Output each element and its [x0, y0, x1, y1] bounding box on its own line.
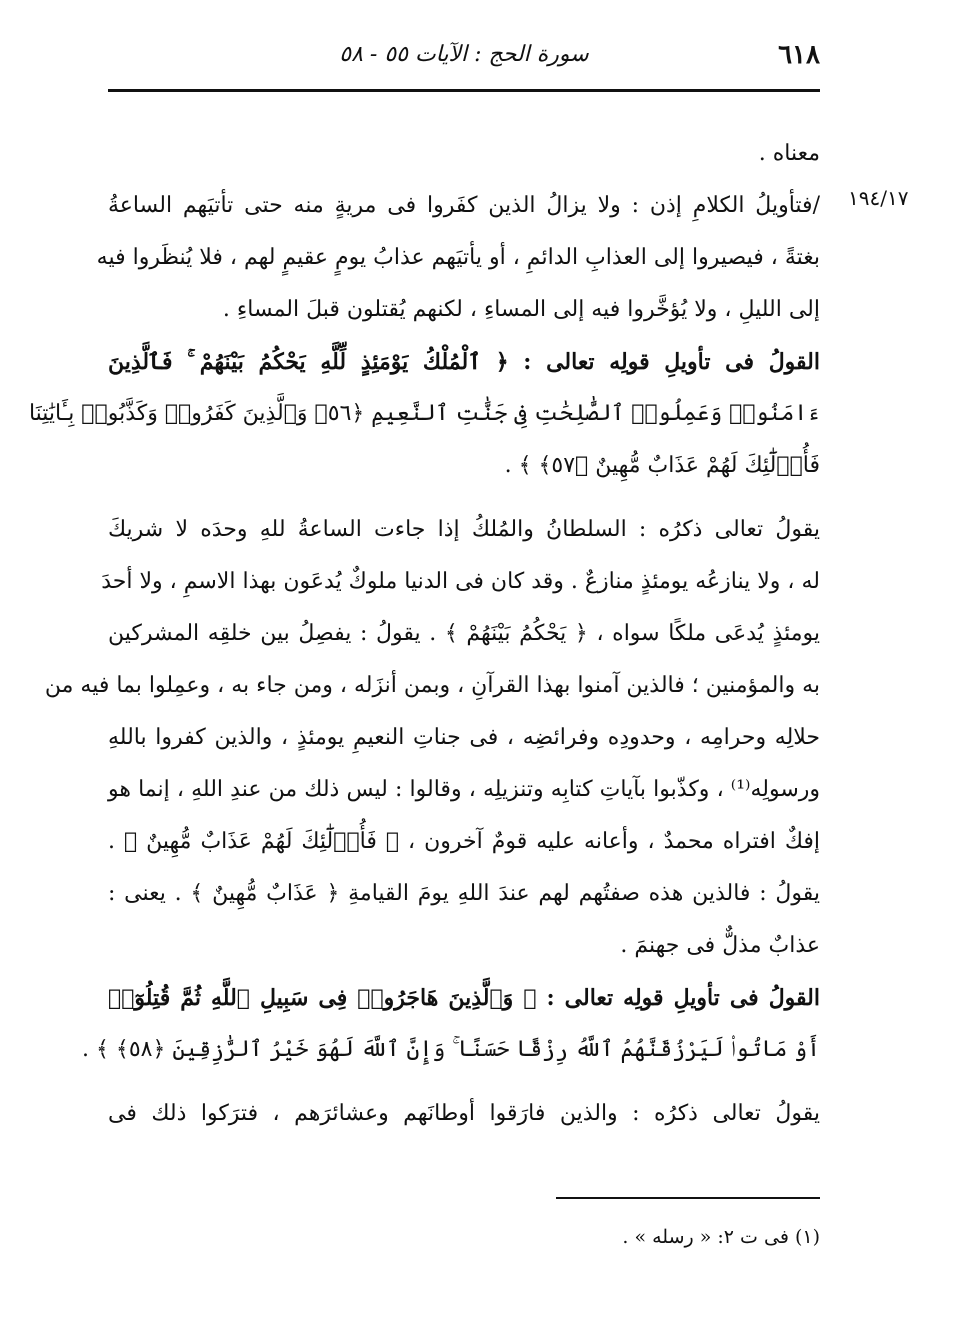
verse-line: فَأُو۟لَٰٓئِكَ لَهُمْ عَذَابٌ مُّهِينٌ ﴿٥٧﴾ ﴾ .	[504, 453, 820, 478]
text-line: إفكٌ افتراه محمدٌ ، وأعانه عليه قومٌ آخرون ، ﴿ فَأُو۟لَٰٓئِكَ لَهُمْ عَذَابٌ مُّهِينٌ ﴾ .	[108, 829, 820, 854]
text-line: إلى الليلِ ، ولا يُؤخَّروا فيه إلى المساءِ ، لكنهم يُقتلون قبلَ المساءِ .	[222, 297, 820, 322]
text-line: يومئذٍ يُدعَى ملكًا سواه ، ﴿ يَحْكُمُ بَيْنَهُمْ ﴾ . يقولُ : يفصِلُ بين خلقِه المشركين	[108, 621, 820, 646]
text-line: يقولُ : فالذين هذه صفتُهم لهم عندَ اللهِ يومَ القيامةِ ﴿ عَذَابٌ مُّهِينٌ ﴾ . يعنى :	[108, 881, 820, 906]
header-rule	[108, 89, 820, 92]
footnote: (١) فى ت ٢: « رسله » .	[622, 1226, 820, 1248]
heading-line: القولُ فى تأويلِ قولِه تعالى : ﴿ ٱلْمُلْكُ يَوْمَئِذٍ لِّلَّهِ يَحْكُمُ بَيْنَهُمْ ۚ فَٱلَّذِينَ	[108, 349, 820, 375]
text-line: /فتأويلُ الكلامِ إذن : ولا يزالُ الذين كفَروا فى مريةٍ منه حتى تأتيَهم الساعةُ	[108, 193, 820, 218]
page-number: ٦١٨	[778, 40, 820, 70]
text-line: ورسولِه⁽¹⁾ ، وكذّبوا بآياتِ كتابِه وتنزيلِه ، وقالوا : ليس ذلك من عندِ اللهِ ، إنما هو	[108, 777, 820, 802]
text-line: بغتةً ، فيصيروا إلى العذابِ الدائمِ ، أو يأتيَهم عذابُ يومٍ عقيمٍ لهم ، فلا يُنظَروا فيه	[96, 245, 820, 270]
text-line: يقولُ تعالى ذكرُه : السلطانُ والمُلكُ إذا جاءت الساعةُ للهِ وحدَه لا شريكَ	[108, 517, 820, 542]
text-line: يقولُ تعالى ذكرُه : والذين فارَقوا أوطانَهم وعشائرَهم ، فترَكوا ذلك فى	[108, 1101, 820, 1126]
margin-reference: ١٩٤/١٧	[848, 186, 909, 210]
footnote-rule	[556, 1197, 820, 1199]
verse-line: أَوْ مَاتُوا۟ لَيَرْزُقَنَّهُمُ ٱللَّهُ رِزْقًا حَسَنًا ۚ وَإِنَّ ٱللَّهَ لَهُوَ خَيْرُ ٱلرَّٰزِقِينَ ﴿٥٨﴾ ﴾ .	[82, 1037, 820, 1062]
running-title: سورة الحج : الآيات ٥٥ - ٥٨	[339, 42, 589, 67]
page-header	[108, 36, 820, 76]
verse-line: ءَامَنُوا۟ وَعَمِلُوا۟ ٱلصَّٰلِحَٰتِ فِى جَنَّٰتِ ٱلنَّعِيمِ ﴿٥٦﴾ وَٱلَّذِينَ كَفَرُوا۟ وَكَذَّبُوا۟ بِـَٔايَٰتِنَا	[28, 401, 820, 426]
text-line: له ، ولا ينازعُه يومئذٍ منازعٌ . وقد كان فى الدنيا ملوكٌ يُدعَون بهذا الاسمِ ، ولا أحدَ	[101, 569, 820, 594]
text-line: عذابٌ مذلٌّ فى جهنمَ .	[620, 933, 820, 958]
text-line: به والمؤمنين ؛ فالذين آمنوا بهذا القرآنِ ، وبمن أنزَله ، ومن جاء به ، وعمِلوا بما فيه من	[44, 673, 820, 698]
text-line: معناه .	[758, 141, 820, 166]
heading-line: القولُ فى تأويلِ قولِه تعالى : ﴿ وَٱلَّذِينَ هَاجَرُوا۟ فِى سَبِيلِ ٱللَّهِ ثُمَّ قُتِلُوٓا۟	[108, 985, 820, 1011]
text-line: حلالِه وحرامِه ، وحدودِه وفرائضِه ، فى جناتِ النعيمِ يومئذٍ ، والذين كفروا باللهِ	[108, 725, 820, 750]
main-text	[28, 128, 820, 1140]
